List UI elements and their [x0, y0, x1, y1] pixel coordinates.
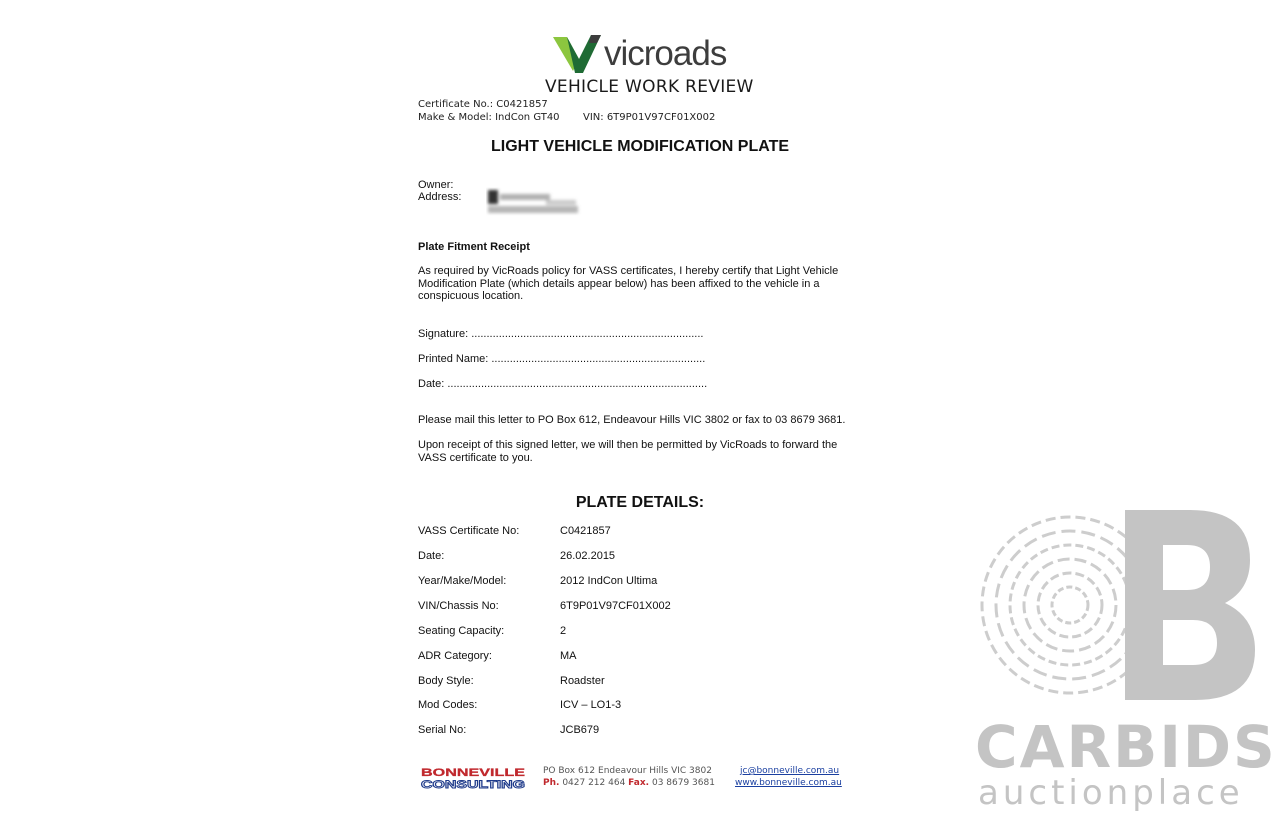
page-title: LIGHT VEHICLE MODIFICATION PLATE — [490, 138, 790, 155]
footer-email-link[interactable]: jc@bonneville.com.au — [740, 766, 840, 776]
row-label: VIN/Chassis No: — [418, 600, 499, 612]
printed-name-line: Printed Name: ...................................................................... — [418, 353, 706, 365]
redacted-address-image — [486, 186, 591, 220]
row-label: VASS Certificate No: — [418, 525, 520, 537]
row-value: MA — [560, 650, 577, 662]
bonneville-logo-icon — [420, 766, 528, 790]
mail-instructions: Please mail this letter to PO Box 612, Endeavour Hills VIC 3802 or fax to 03 8679 3681. — [418, 414, 846, 426]
carbids-logo-icon — [975, 505, 1260, 705]
vin-number: VIN: 6T9P01V97CF01X002 — [583, 112, 716, 123]
row-value: Roadster — [560, 675, 605, 687]
fax-prefix: Fax. — [628, 778, 650, 788]
receipt-instructions: Upon receipt of this signed letter, we will then be permitted by VicRoads to forward the VASS certificate to you. — [418, 439, 838, 464]
date-line: Date: ..................................................................................... — [418, 378, 708, 390]
fitment-paragraph: As required by VicRoads policy for VASS certificates, I hereby certify that Light Vehicle Modification Plate (which details appear below) has been affixed to the vehicle in a conspicuous location. — [418, 265, 839, 302]
row-label: ADR Category: — [418, 650, 492, 662]
carbids-tagline: auctionplace — [978, 773, 1244, 813]
row-label: Seating Capacity: — [418, 625, 505, 637]
fitment-heading: Plate Fitment Receipt — [418, 241, 530, 253]
row-label: Year/Make/Model: — [418, 575, 507, 587]
footer-website-link[interactable]: www.bonneville.com.au — [735, 778, 842, 788]
bonneville-logo-line1: BONNEVILLE — [421, 767, 525, 779]
row-value: JCB679 — [560, 724, 600, 736]
row-value: 6T9P01V97CF01X002 — [560, 600, 671, 612]
owner-label: Owner: — [418, 179, 454, 191]
certificate-number: Certificate No.: C0421857 — [418, 99, 548, 110]
row-label: Date: — [418, 550, 445, 562]
address-label: Address: — [418, 191, 462, 203]
footer-phone: 0427 212 464 — [562, 778, 626, 788]
row-value: 26.02.2015 — [560, 550, 616, 562]
row-label: Serial No: — [418, 724, 467, 736]
row-label: Body Style: — [418, 675, 474, 687]
row-value: 2012 IndCon Ultima — [560, 575, 658, 587]
plate-details-title: PLATE DETAILS: — [575, 494, 705, 511]
vicroads-logo-icon — [553, 33, 603, 75]
footer-contact — [543, 778, 715, 788]
footer-address: PO Box 612 Endeavour Hills VIC 3802 — [543, 766, 712, 776]
make-model: Make & Model: IndCon GT40 — [418, 112, 560, 123]
vicroads-logo-text: vicroads — [604, 34, 727, 73]
footer-fax: 03 8679 3681 — [651, 778, 715, 788]
row-value: C0421857 — [560, 525, 611, 537]
phone-prefix: Ph. — [543, 778, 560, 788]
bonneville-logo-line2: CONSULTING — [421, 779, 525, 790]
signature-line: Signature: ............................................................................ — [418, 328, 704, 340]
row-label: Mod Codes: — [418, 699, 478, 711]
row-value: 2 — [560, 625, 567, 637]
document-subtitle: VEHICLE WORK REVIEW — [545, 77, 754, 97]
carbids-brand-text: CARBIDS — [975, 713, 1277, 781]
row-value: ICV – LO1-3 — [560, 699, 622, 711]
